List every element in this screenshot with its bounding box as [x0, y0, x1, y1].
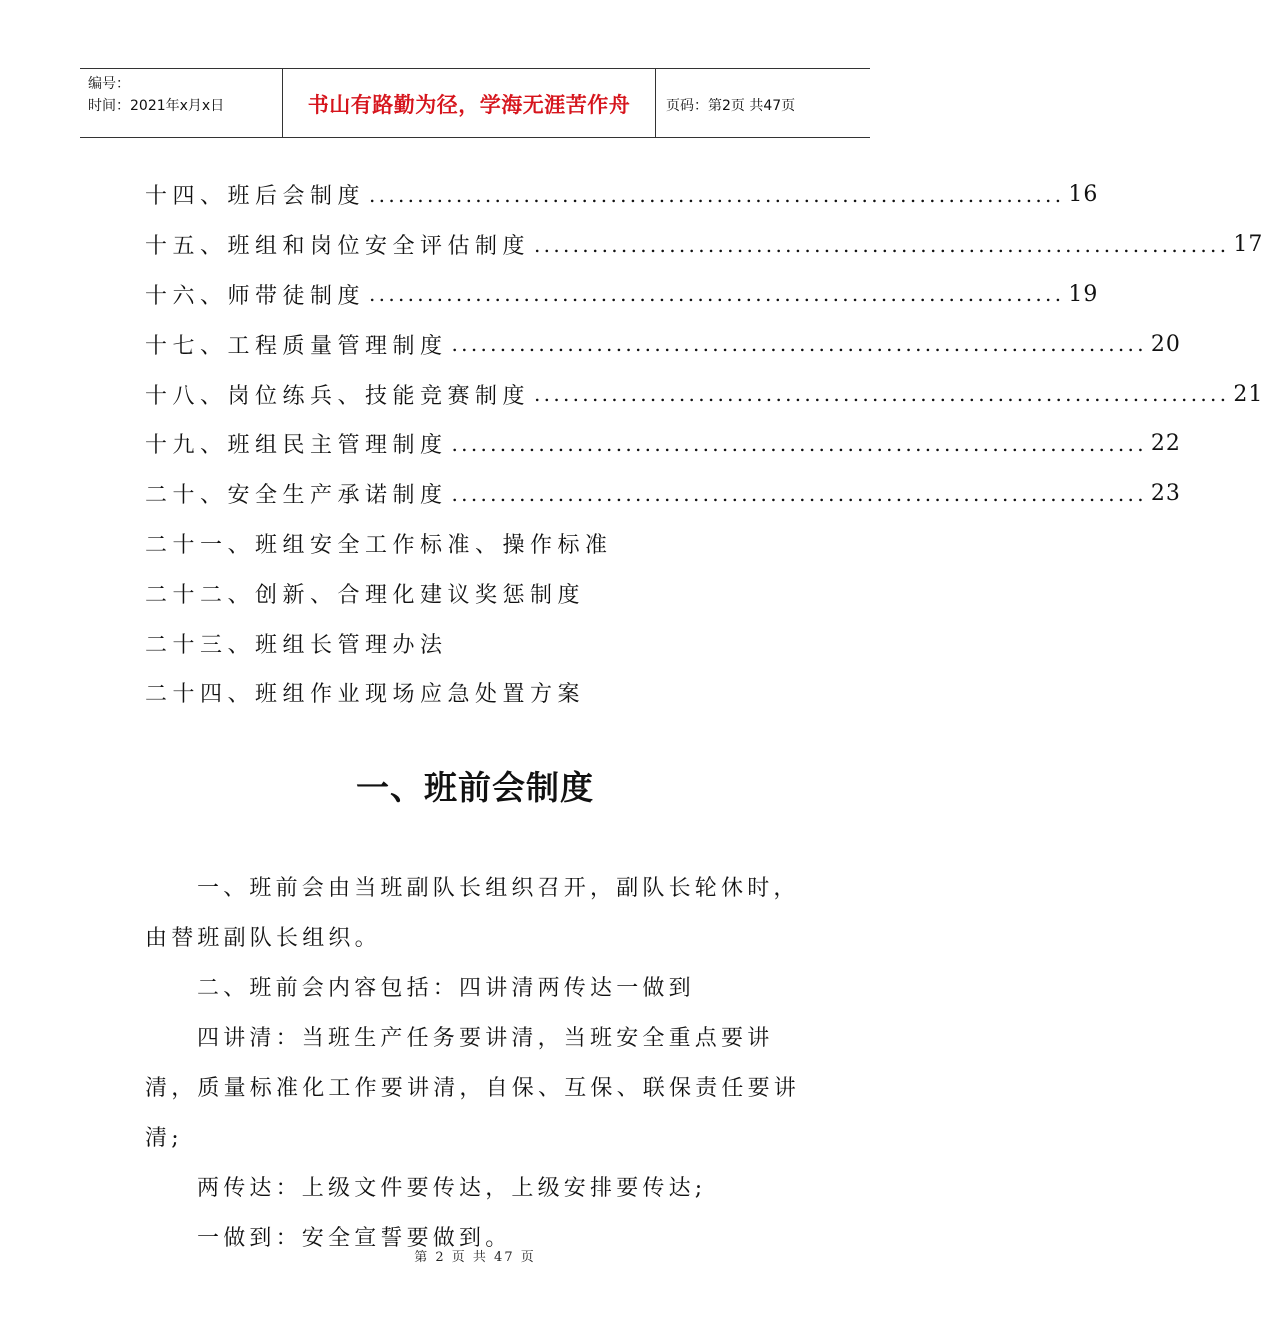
- paragraph: 两传达：上级文件要传达，上级安排要传达;: [197, 1176, 707, 1201]
- toc-entry[interactable]: [145, 369, 1263, 419]
- toc-title: 十七、工程质量管理制度: [145, 333, 448, 359]
- toc-page: 20: [1150, 331, 1181, 357]
- toc-title: 十八、岗位练兵、技能竞赛制度: [145, 383, 531, 409]
- toc-entry[interactable]: [145, 668, 805, 718]
- toc-title: 十六、师带徒制度: [145, 283, 366, 309]
- toc-page: 22: [1150, 431, 1181, 457]
- toc-title: 十四、班后会制度: [145, 184, 366, 210]
- header-left-cell: [80, 69, 282, 137]
- paragraph: 一、班前会由当班副队长组织召开，副队长轮休时，由替班副队长组织。: [145, 876, 800, 951]
- toc-page: 16: [1068, 182, 1099, 208]
- number-label: 编号：: [88, 76, 130, 92]
- toc-entry[interactable]: [145, 319, 1181, 369]
- toc-entry[interactable]: [145, 220, 1263, 270]
- page-footer: 第 2 页 共 47 页: [414, 1250, 536, 1265]
- table-of-contents: [145, 170, 1263, 718]
- header-motto-cell: [282, 69, 656, 137]
- toc-entry[interactable]: [145, 170, 1099, 220]
- toc-leader-dots: ........................................................................: [369, 282, 1065, 307]
- toc-entry[interactable]: [145, 618, 805, 668]
- header-table: [80, 68, 870, 138]
- toc-entry[interactable]: [145, 419, 1181, 469]
- page-info: 页码：第2页 共47页: [666, 98, 796, 114]
- toc-leader-dots: ........................................................................: [451, 431, 1147, 456]
- header-page-cell: [656, 69, 870, 137]
- toc-title: 十九、班组民主管理制度: [145, 433, 448, 459]
- toc-page: 17: [1233, 232, 1263, 258]
- toc-entry[interactable]: [145, 519, 805, 569]
- paragraph: 四讲清：当班生产任务要讲清，当班安全重点要讲清，质量标准化工作要讲清，自保、互保、联保责任要讲清;: [145, 1026, 801, 1151]
- toc-leader-dots: ........................................................................: [369, 182, 1065, 207]
- toc-leader-dots: ........................................................................: [451, 481, 1147, 506]
- toc-title: 二十四、班组作业现场应急处置方案: [145, 682, 586, 708]
- section-title: 一、班前会制度: [356, 768, 594, 807]
- toc-page: 21: [1233, 381, 1263, 407]
- toc-leader-dots: ........................................................................: [534, 382, 1230, 407]
- motto-text: 书山有路勤为径，学海无涯苦作舟: [307, 93, 631, 117]
- toc-title: 二十三、班组长管理办法: [145, 632, 448, 658]
- toc-title: 二十、安全生产承诺制度: [145, 483, 448, 509]
- toc-entry[interactable]: [145, 270, 1099, 320]
- toc-page: 19: [1068, 281, 1099, 307]
- toc-title: 十五、班组和岗位安全评估制度: [145, 234, 531, 260]
- toc-leader-dots: ........................................................................: [534, 232, 1230, 257]
- toc-title: 二十二、创新、合理化建议奖惩制度: [145, 582, 586, 608]
- paragraph: 二、班前会内容包括：四讲清两传达一做到: [197, 976, 695, 1001]
- toc-entry[interactable]: [145, 568, 805, 618]
- toc-page: 23: [1150, 481, 1181, 507]
- time-label: 时间：2021年x月x日: [88, 98, 225, 114]
- toc-leader-dots: ........................................................................: [451, 332, 1147, 357]
- paragraph: 一做到：安全宣誓要做到。: [197, 1226, 512, 1251]
- toc-title: 二十一、班组安全工作标准、操作标准: [145, 532, 613, 558]
- section-body: [145, 864, 815, 1264]
- toc-entry[interactable]: [145, 469, 1181, 519]
